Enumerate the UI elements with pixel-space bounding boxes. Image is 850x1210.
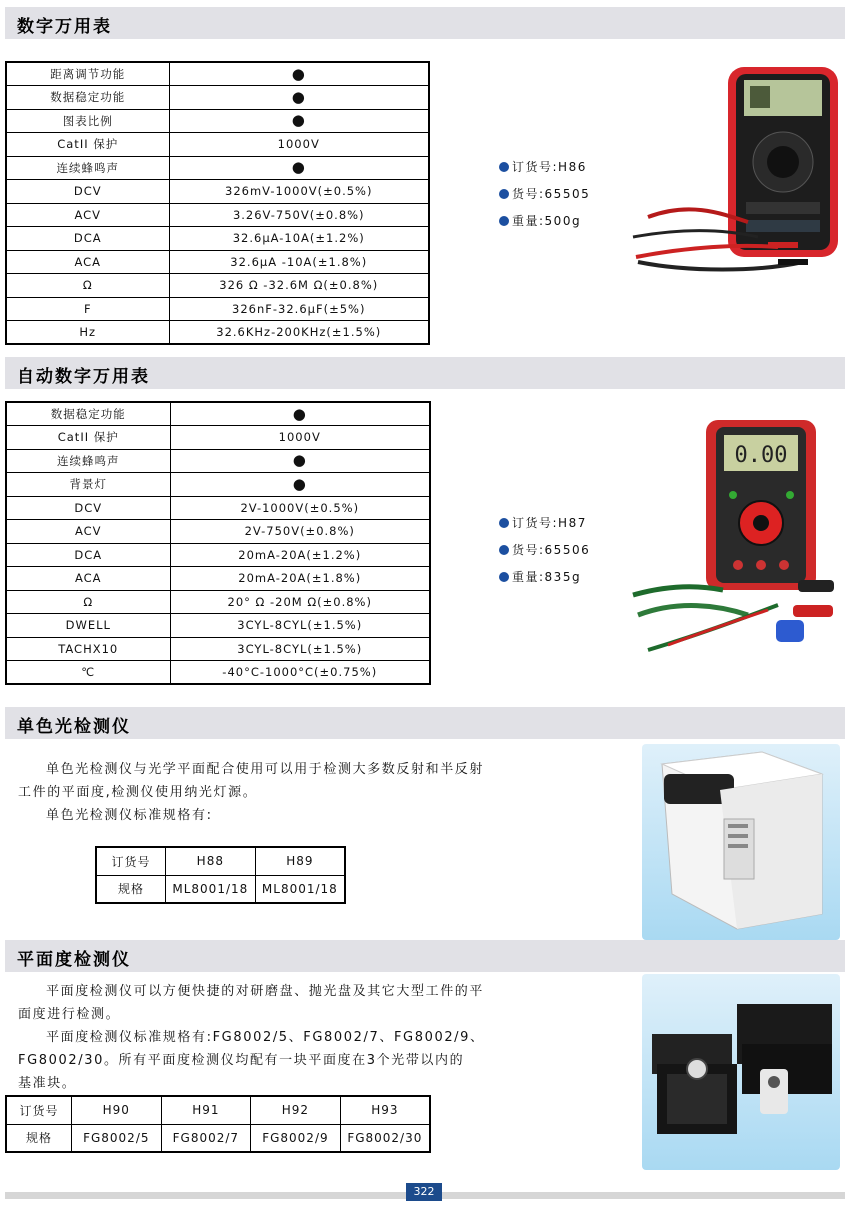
spec-row xyxy=(6,109,429,133)
spec-row xyxy=(6,637,430,661)
item-number: 货号:65505 xyxy=(499,181,590,208)
spec-value: 2V-750V(±0.8%) xyxy=(170,520,430,544)
order-number: 订货号:H86 xyxy=(499,154,590,181)
spec-row xyxy=(6,661,430,685)
spec-value: H91 xyxy=(161,1096,251,1124)
paragraph: 平面度检测仪可以方便快捷的对研磨盘、抛光盘及其它大型工件的平 xyxy=(46,984,485,999)
spec-label: 数据稳定功能 xyxy=(6,86,169,110)
filled-dot-icon: ● xyxy=(292,404,307,423)
multimeter-h86-image xyxy=(628,62,843,292)
spec-value: FG8002/7 xyxy=(161,1124,251,1152)
spec-table-h86 xyxy=(5,61,430,345)
spec-label: 订货号 xyxy=(96,847,165,875)
spec-value: 20mA-20A(±1.2%) xyxy=(170,543,430,567)
spec-row xyxy=(6,1096,430,1124)
spec-value: 20mA-20A(±1.8%) xyxy=(170,567,430,591)
filled-dot-icon: ● xyxy=(292,451,307,470)
spec-value: 326 Ω -32.6M Ω(±0.8%) xyxy=(169,274,429,298)
multimeter-h87-image xyxy=(628,415,843,665)
spec-value: H89 xyxy=(255,847,345,875)
spec-row xyxy=(6,449,430,473)
flatness-tester-image xyxy=(642,974,840,1170)
paragraph: 面度进行检测。 xyxy=(18,1007,121,1022)
filled-dot-icon: ● xyxy=(291,87,306,106)
spec-label: F xyxy=(6,297,169,321)
spec-value: H88 xyxy=(165,847,255,875)
spec-value: 3CYL-8CYL(±1.5%) xyxy=(170,637,430,661)
spec-label: 规格 xyxy=(96,875,165,903)
spec-label: DWELL xyxy=(6,614,170,638)
paragraph: 工件的平面度,检测仪使用纳光灯源。 xyxy=(18,785,258,800)
spec-row xyxy=(6,86,429,110)
spec-supported xyxy=(170,402,430,426)
svg-text:0.00: 0.00 xyxy=(734,443,788,468)
spec-table-h87 xyxy=(5,401,431,685)
mono-spec-table xyxy=(95,846,346,904)
section-title: 单色光检测仪 xyxy=(17,717,131,737)
spec-value: H93 xyxy=(340,1096,430,1124)
spec-row xyxy=(6,426,430,450)
spec-label: 订货号 xyxy=(6,1096,72,1124)
paragraph: 平面度检测仪标准规格有:FG8002/5、FG8002/7、FG8002/9、 xyxy=(46,1030,485,1045)
spec-row xyxy=(6,520,430,544)
spec-label: ACV xyxy=(6,203,169,227)
spec-row xyxy=(6,321,429,345)
spec-row xyxy=(6,227,429,251)
spec-row xyxy=(6,614,430,638)
spec-label: DCV xyxy=(6,496,170,520)
spec-label: CatII 保护 xyxy=(6,133,169,157)
filled-dot-icon: ● xyxy=(291,158,306,177)
spec-value: 1000V xyxy=(169,133,429,157)
spec-supported xyxy=(170,473,430,497)
spec-row xyxy=(6,1124,430,1152)
bullet-icon xyxy=(499,518,509,528)
spec-label: 连续蜂鸣声 xyxy=(6,449,170,473)
spec-value: 3.26V-750V(±0.8%) xyxy=(169,203,429,227)
bullet-icon xyxy=(499,572,509,582)
spec-label: 距离调节功能 xyxy=(6,62,169,86)
spec-row xyxy=(6,180,429,204)
order-info-h86 xyxy=(499,154,590,235)
spec-value: 32.6μA -10A(±1.8%) xyxy=(169,250,429,274)
spec-value: 2V-1000V(±0.5%) xyxy=(170,496,430,520)
section-title: 自动数字万用表 xyxy=(17,367,150,387)
bullet-icon xyxy=(499,162,509,172)
spec-value: 32.6KHz-200KHz(±1.5%) xyxy=(169,321,429,345)
spec-row xyxy=(6,496,430,520)
spec-label: 图表比例 xyxy=(6,109,169,133)
spec-supported xyxy=(169,109,429,133)
spec-value: 20° Ω -20M Ω(±0.8%) xyxy=(170,590,430,614)
page-number: 322 xyxy=(406,1183,442,1201)
spec-label: TACHX10 xyxy=(6,637,170,661)
weight: 重量:500g xyxy=(499,208,590,235)
spec-row xyxy=(6,297,429,321)
paragraph: 单色光检测仪标准规格有: xyxy=(46,808,213,823)
bullet-icon xyxy=(499,545,509,555)
filled-dot-icon: ● xyxy=(291,64,306,83)
filled-dot-icon: ● xyxy=(292,474,307,493)
spec-label: ACA xyxy=(6,567,170,591)
section-header-monochromatic-light-tester xyxy=(5,707,845,739)
spec-label: ACV xyxy=(6,520,170,544)
spec-label: 连续蜂鸣声 xyxy=(6,156,169,180)
order-info-h87 xyxy=(499,510,590,591)
item-number: 货号:65506 xyxy=(499,537,590,564)
paragraph: 单色光检测仪与光学平面配合使用可以用于检测大多数反射和半反射 xyxy=(46,762,485,777)
section-title: 平面度检测仪 xyxy=(17,950,131,970)
spec-value: 326nF-32.6μF(±5%) xyxy=(169,297,429,321)
spec-value: FG8002/5 xyxy=(72,1124,162,1152)
flat-description xyxy=(18,980,485,1095)
spec-value: 1000V xyxy=(170,426,430,450)
spec-row xyxy=(6,567,430,591)
spec-row xyxy=(6,250,429,274)
section-header-digital-multimeter xyxy=(5,7,845,39)
spec-supported xyxy=(169,62,429,86)
spec-row xyxy=(6,402,430,426)
spec-label: DCV xyxy=(6,180,169,204)
spec-value: FG8002/30 xyxy=(340,1124,430,1152)
spec-row xyxy=(6,274,429,298)
spec-supported xyxy=(169,156,429,180)
spec-row xyxy=(96,875,345,903)
flat-spec-table xyxy=(5,1095,431,1153)
bullet-icon xyxy=(499,216,509,226)
spec-value: H92 xyxy=(251,1096,341,1124)
spec-value: ML8001/18 xyxy=(165,875,255,903)
spec-supported xyxy=(169,86,429,110)
section-header-auto-multimeter xyxy=(5,357,845,389)
spec-label: CatII 保护 xyxy=(6,426,170,450)
spec-label: Ω xyxy=(6,590,170,614)
spec-label: 规格 xyxy=(6,1124,72,1152)
spec-row xyxy=(6,62,429,86)
spec-row xyxy=(6,156,429,180)
spec-label: Ω xyxy=(6,274,169,298)
spec-supported xyxy=(170,449,430,473)
spec-value: 3CYL-8CYL(±1.5%) xyxy=(170,614,430,638)
spec-value: -40°C-1000°C(±0.75%) xyxy=(170,661,430,685)
mono-description xyxy=(18,758,484,827)
bullet-icon xyxy=(499,189,509,199)
spec-row xyxy=(6,543,430,567)
paragraph: FG8002/30。所有平面度检测仪均配有一块平面度在3个光带以内的 xyxy=(18,1053,465,1068)
paragraph: 基准块。 xyxy=(18,1076,77,1091)
spec-row xyxy=(96,847,345,875)
spec-value: 326mV-1000V(±0.5%) xyxy=(169,180,429,204)
spec-row xyxy=(6,590,430,614)
section-title: 数字万用表 xyxy=(17,17,112,37)
section-header-flatness-tester xyxy=(5,940,845,972)
spec-row xyxy=(6,473,430,497)
weight: 重量:835g xyxy=(499,564,590,591)
spec-label: DCA xyxy=(6,227,169,251)
spec-value: FG8002/9 xyxy=(251,1124,341,1152)
spec-label: ACA xyxy=(6,250,169,274)
spec-label: ℃ xyxy=(6,661,170,685)
spec-value: 32.6μA-10A(±1.2%) xyxy=(169,227,429,251)
spec-row xyxy=(6,133,429,157)
order-number: 订货号:H87 xyxy=(499,510,590,537)
spec-label: 数据稳定功能 xyxy=(6,402,170,426)
spec-label: DCA xyxy=(6,543,170,567)
spec-label: Hz xyxy=(6,321,169,345)
spec-value: ML8001/18 xyxy=(255,875,345,903)
spec-row xyxy=(6,203,429,227)
spec-value: H90 xyxy=(72,1096,162,1124)
filled-dot-icon: ● xyxy=(291,111,306,130)
spec-label: 背景灯 xyxy=(6,473,170,497)
monochromatic-tester-image xyxy=(642,744,840,940)
